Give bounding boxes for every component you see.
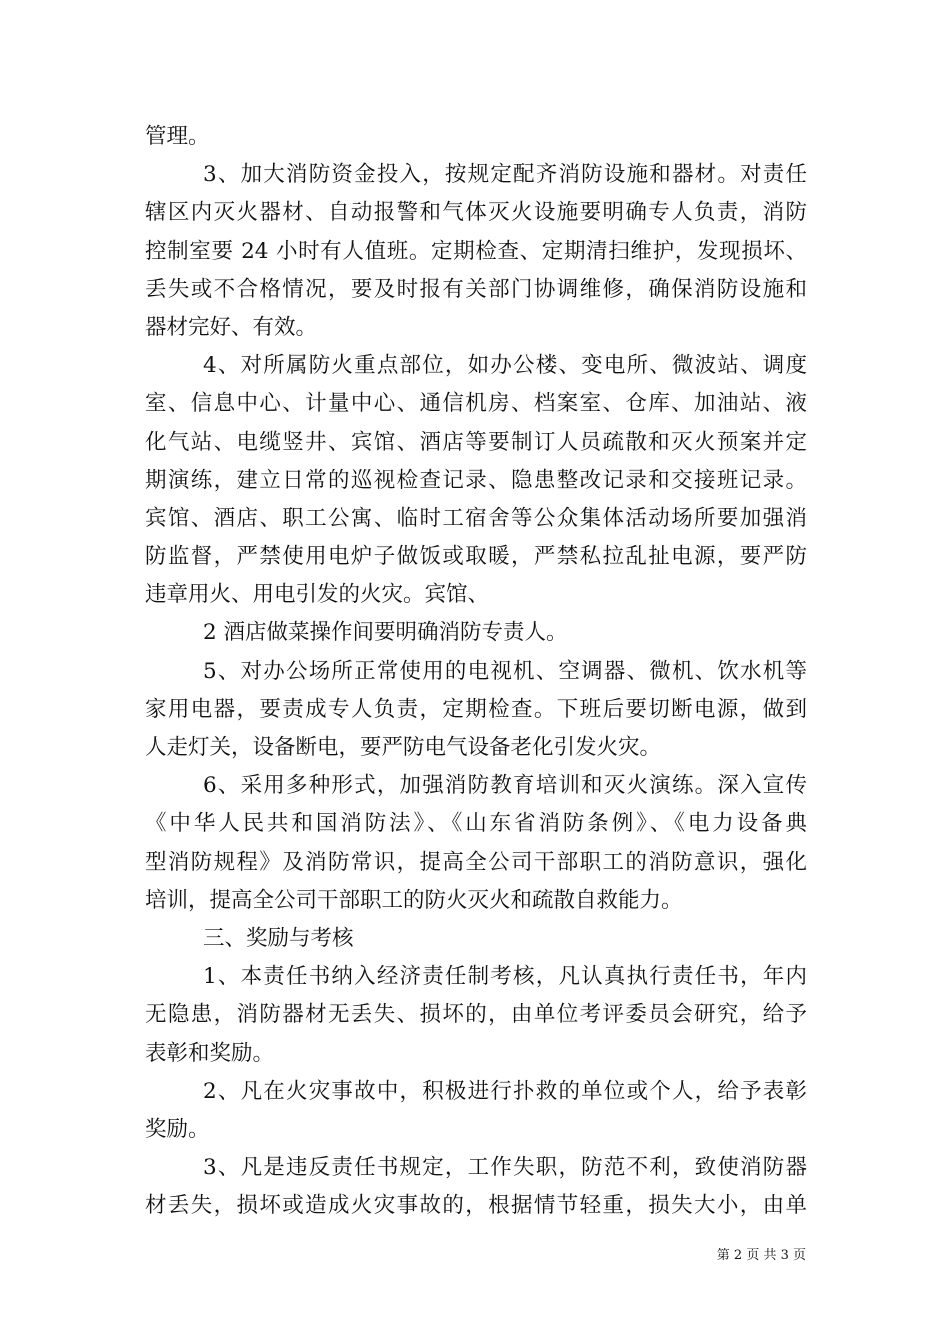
text-line: 4、对所属防火重点部位，如办公楼、变电所、微波站、调度 [203,353,807,379]
text-line: 人走灯关，设备断电，要严防电气设备老化引发火灾。 [145,735,662,760]
text-line: 培训，提高全公司干部职工的防火灭火和疏散自救能力。 [145,887,683,913]
text-line: 型消防规程》及消防常识，提高全公司干部职工的消防意识，强化 [145,849,807,875]
document-body [145,118,807,1225]
text-line: 控制室要 24 小时有人值班。定期检查、定期清扫维护，发现损坏、 [145,238,807,264]
text-line: 化气站、电缆竖井、宾馆、酒店等要制订人员疏散和灭火预案并定 [145,429,807,455]
page-number: 第 2 页 共 3 页 [716,1248,806,1263]
text-line: 3、凡是违反责任书规定，工作失职，防范不利，致使消防器 [203,1155,807,1181]
text-line: 家用电器，要责成专人负责，定期检查。下班后要切断电源，做到 [145,696,807,722]
text-line: 室、信息中心、计量中心、通信机房、档案室、仓库、加油站、液 [145,391,807,417]
text-line: 丢失或不合格情况，要及时报有关部门协调维修，确保消防设施和 [145,276,807,302]
text-line: 器材完好、有效。 [145,314,318,340]
text-line: 5、对办公场所正常使用的电视机、空调器、微机、饮水机等 [203,658,807,684]
text-line: 管理。 [145,124,210,149]
text-line: 期演练，建立日常的巡视检查记录、隐患整改记录和交接班记录。 [145,467,807,493]
text-line: 三、奖励与考核 [203,925,354,951]
text-line: 奖励。 [145,1116,210,1142]
text-line: 表彰和奖励。 [145,1040,275,1066]
text-line: 材丢失，损坏或造成火灾事故的，根据情节轻重，损失大小，由单 [145,1193,807,1219]
text-line: 2、凡在火灾事故中，积极进行扑救的单位或个人，给予表彰 [203,1078,807,1104]
text-line: 无隐患，消防器材无丢失、损坏的，由单位考评委员会研究，给予 [145,1002,807,1028]
text-line: 3、加大消防资金投入，按规定配齐消防设施和器材。对责任 [203,162,807,188]
text-line: 宾馆、酒店、职工公寓、临时工宿舍等公众集体活动场所要加强消 [145,505,807,531]
text-line: 防监督，严禁使用电炉子做饭或取暖，严禁私拉乱扯电源，要严防 [145,544,807,570]
text-line: 6、采用多种形式，加强消防教育培训和灭火演练。深入宣传 [203,773,807,799]
text-line: 违章用火、用电引发的火灾。宾馆、 [145,582,490,608]
text-line: 1、本责任书纳入经济责任制考核，凡认真执行责任书，年内 [203,964,807,990]
text-line: 辖区内灭火器材、自动报警和气体灭火设施要明确专人负责，消防 [145,200,807,226]
text-line: 2 酒店做菜操作间要明确消防专责人。 [203,620,568,646]
text-line: 《中华人民共和国消防法》、《山东省消防条例》、《电力设备典 [145,811,807,837]
